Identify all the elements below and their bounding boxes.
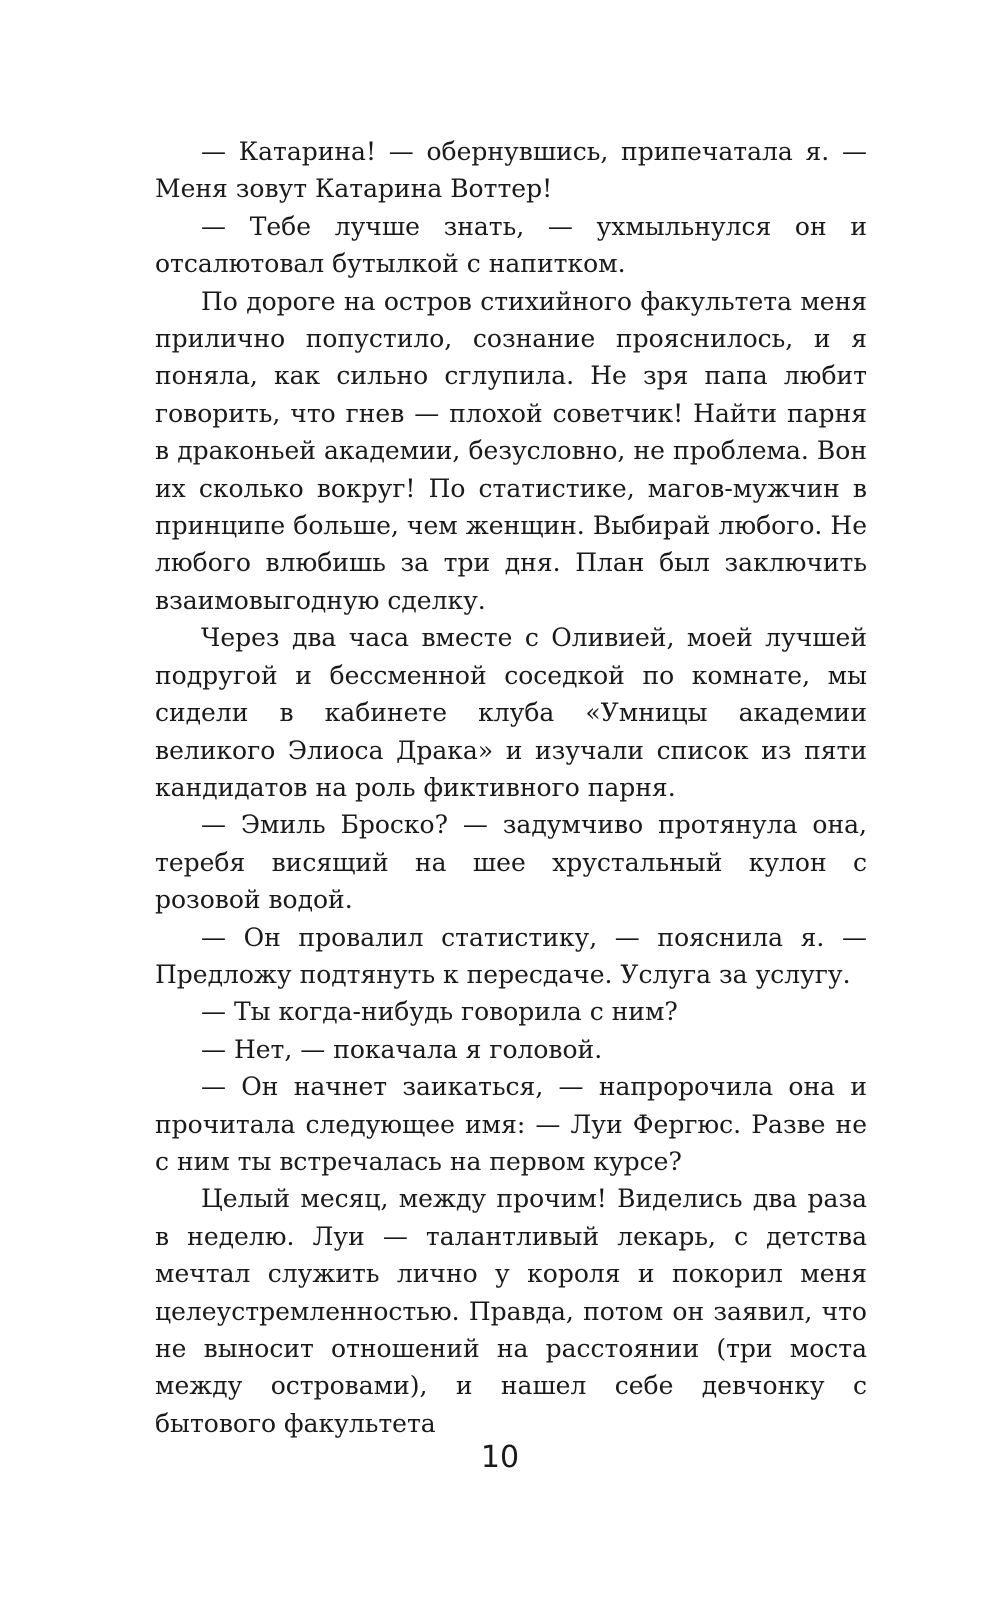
paragraph-3: По дороге на остров стихийного факультета меня прилично попустило, сознание прояснилось, и я поняла, как сильно сглупила. Не зря папа любит говорить, что гнев — плохой советчик! Найти парня в драконьей академии, безусловно, не проблема. Вон их сколько вокруг! По статистике, магов-мужчин в принципе больше, чем женщин. Выбирай любого. Не любого влюбишь за три дня. План был заключить взаимовыгодную сделку.	[155, 286, 867, 615]
paragraph-4: Через два часа вместе с Оливией, моей лучшей подругой и бессменной соседкой по комнате, мы сидели в кабинете клуба «Умницы академии великого Элиоса Драка» и изучали список из пяти кандидатов на роль фиктивного парня.	[155, 623, 867, 802]
paragraph-2: — Тебе лучше знать, — ухмыльнулся он и отсалютовал бутылкой с напитком.	[155, 211, 867, 279]
paragraph-9: — Он начнет заикаться, — напророчила она и прочитала следующее имя: — Луи Фергюс. Разве не с ним ты встречалась на первом курсе?	[155, 1072, 867, 1176]
paragraph-8: — Нет, — покачала я головой.	[201, 1034, 603, 1064]
page-number: 10	[480, 1440, 520, 1475]
paragraph-10: Целый месяц, между прочим! Виделись два раза в неделю. Луи — талантливый лекарь, с детства мечтал служить лично у короля и покорил меня целеустремленностью. Правда, потом он заявил, что не выносит отношений на расстоянии (три моста между островами), и нашел себе девчонку с бытового факультета	[155, 1184, 867, 1438]
paragraph-6: — Он провалил статистику, — пояснила я. — Предложу подтянуть к пересдаче. Услуга за услугу.	[155, 922, 867, 989]
paragraph-5: — Эмиль Броско? — задумчиво протянула она, теребя висящий на шее хрустальный кулон с розовой водой.	[155, 810, 867, 915]
body-text	[155, 133, 867, 1442]
paragraph-1: — Катарина! — обернувшись, припечатала я. — Меня зовут Катарина Воттер!	[155, 137, 867, 204]
paragraph-7: — Ты когда-нибудь говорила с ним?	[201, 997, 678, 1027]
